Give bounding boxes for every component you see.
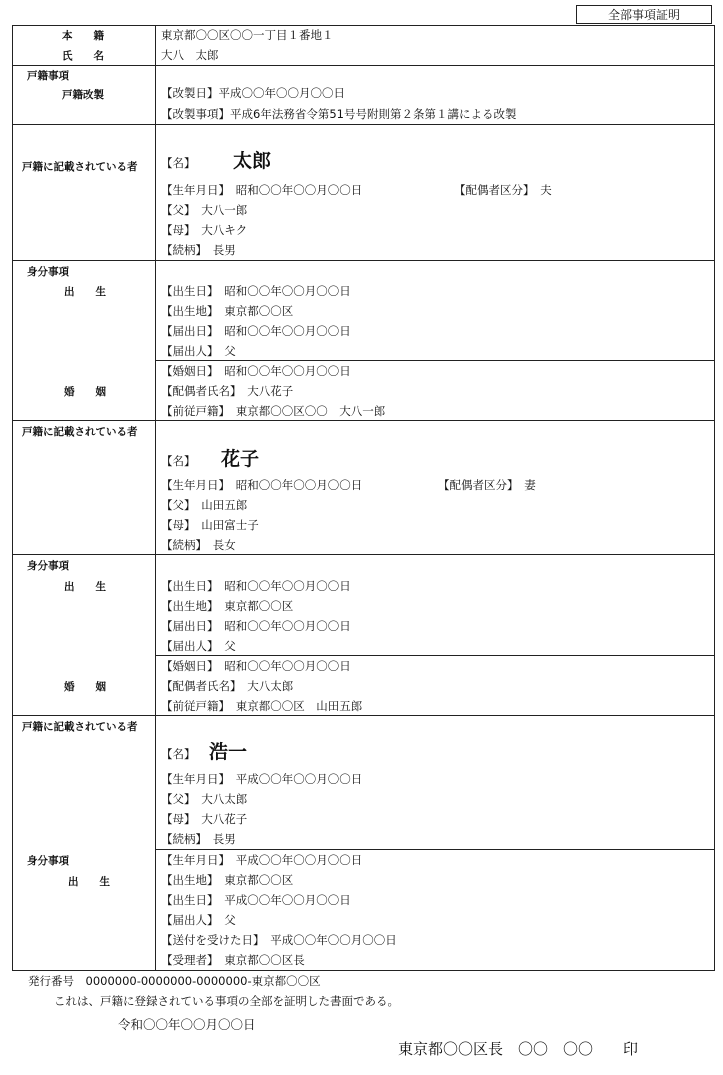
marriage-line: 【前従戸籍】 東京都〇〇区〇〇 大八一郎 bbox=[161, 404, 386, 418]
koseki-kaisei-label: 戸籍改製 bbox=[62, 89, 104, 101]
birth-line: 【届出日】 昭和〇〇年〇〇月〇〇日 bbox=[161, 619, 351, 633]
section-divider bbox=[12, 554, 715, 555]
birth-line: 【届出人】 父 bbox=[161, 639, 236, 653]
shimei-label: 氏 名 bbox=[62, 50, 104, 62]
birth-line: 【送付を受けた日】 平成〇〇年〇〇月〇〇日 bbox=[161, 933, 397, 947]
person-name: 浩一 bbox=[209, 741, 248, 763]
relation: 【続柄】 長女 bbox=[161, 538, 236, 552]
name-tag: 【名】 bbox=[161, 156, 196, 170]
issue-number: 発行番号 0000000-0000000-0000000-東京都〇〇区 bbox=[28, 974, 321, 988]
subsection-divider bbox=[155, 655, 715, 656]
person-label: 戸籍に記載されている者 bbox=[22, 161, 138, 173]
person-label: 戸籍に記載されている者 bbox=[22, 721, 138, 733]
person-label: 戸籍に記載されている者 bbox=[22, 426, 138, 438]
marriage-line: 【婚姻日】 昭和〇〇年〇〇月〇〇日 bbox=[161, 659, 351, 673]
issue-date: 令和〇〇年〇〇月〇〇日 bbox=[118, 1017, 256, 1032]
father: 【父】 大八太郎 bbox=[161, 792, 248, 806]
kaisei-detail: 【改製事項】平成6年法務省令第51号号附則第２条第１講による改製 bbox=[161, 107, 517, 121]
honseki-label: 本 籍 bbox=[62, 30, 104, 42]
father: 【父】 大八一郎 bbox=[161, 203, 248, 217]
person-name: 太郎 bbox=[233, 150, 272, 172]
birth-line: 【届出日】 昭和〇〇年〇〇月〇〇日 bbox=[161, 324, 351, 338]
column-divider bbox=[155, 25, 156, 971]
name-tag: 【名】 bbox=[161, 454, 196, 468]
honseki-value: 東京都〇〇区〇〇一丁目１番地１ bbox=[161, 28, 334, 42]
birth-label: 出 生 bbox=[64, 581, 106, 593]
subsection-divider bbox=[155, 849, 715, 850]
mother: 【母】 大八花子 bbox=[161, 812, 248, 826]
birth-line: 【出生地】 東京都〇〇区 bbox=[161, 873, 294, 887]
marriage-line: 【婚姻日】 昭和〇〇年〇〇月〇〇日 bbox=[161, 364, 351, 378]
subsection-divider bbox=[155, 360, 715, 361]
marriage-label: 婚 姻 bbox=[64, 681, 106, 693]
birth-date: 【生年月日】 昭和〇〇年〇〇月〇〇日 bbox=[161, 478, 363, 492]
name-tag: 【名】 bbox=[161, 747, 196, 761]
section-divider bbox=[12, 124, 715, 125]
birth-line: 【受理者】 東京都〇〇区長 bbox=[161, 953, 305, 967]
birth-line: 【出生地】 東京都〇〇区 bbox=[161, 599, 294, 613]
birth-line: 【出生日】 平成〇〇年〇〇月〇〇日 bbox=[161, 893, 351, 907]
koseki-jiko-label: 戸籍事項 bbox=[27, 70, 69, 82]
birth-line: 【生年月日】 平成〇〇年〇〇月〇〇日 bbox=[161, 853, 363, 867]
marriage-line: 【前従戸籍】 東京都〇〇区 山田五郎 bbox=[161, 699, 363, 713]
birth-line: 【届出人】 父 bbox=[161, 344, 236, 358]
person-name: 花子 bbox=[221, 448, 260, 470]
relation: 【続柄】 長男 bbox=[161, 832, 236, 846]
section-divider bbox=[12, 260, 715, 261]
marriage-label: 婚 姻 bbox=[64, 386, 106, 398]
father: 【父】 山田五郎 bbox=[161, 498, 248, 512]
marriage-line: 【配偶者氏名】 大八太郎 bbox=[161, 679, 294, 693]
shimei-value: 大八 太郎 bbox=[161, 48, 219, 62]
birth-line: 【出生日】 昭和〇〇年〇〇月〇〇日 bbox=[161, 284, 351, 298]
birth-line: 【届出人】 父 bbox=[161, 913, 236, 927]
certification-statement: これは、戸籍に登録されている事項の全部を証明した書面である。 bbox=[54, 994, 399, 1008]
birth-line: 【出生日】 昭和〇〇年〇〇月〇〇日 bbox=[161, 579, 351, 593]
certificate-type-box: 全部事項証明 bbox=[576, 5, 712, 24]
mother: 【母】 山田富士子 bbox=[161, 518, 259, 532]
status-label: 身分事項 bbox=[27, 855, 69, 867]
birth-label: 出 生 bbox=[68, 876, 110, 888]
relation: 【続柄】 長男 bbox=[161, 243, 236, 257]
kaisei-date: 【改製日】平成〇〇年〇〇月〇〇日 bbox=[161, 86, 345, 100]
section-divider bbox=[12, 65, 715, 66]
marriage-line: 【配偶者氏名】 大八花子 bbox=[161, 384, 294, 398]
signer: 東京都〇〇区長 〇〇 〇〇 印 bbox=[398, 1040, 639, 1058]
status-label: 身分事項 bbox=[27, 560, 69, 572]
section-divider bbox=[12, 420, 715, 421]
birth-line: 【出生地】 東京都〇〇区 bbox=[161, 304, 294, 318]
spouse-class: 【配偶者区分】 妻 bbox=[438, 478, 536, 492]
mother: 【母】 大八キク bbox=[161, 223, 248, 237]
birth-date: 【生年月日】 昭和〇〇年〇〇月〇〇日 bbox=[161, 183, 363, 197]
status-label: 身分事項 bbox=[27, 266, 69, 278]
birth-date: 【生年月日】 平成〇〇年〇〇月〇〇日 bbox=[161, 772, 363, 786]
spouse-class: 【配偶者区分】 夫 bbox=[454, 183, 552, 197]
birth-label: 出 生 bbox=[64, 286, 106, 298]
section-divider bbox=[12, 715, 715, 716]
